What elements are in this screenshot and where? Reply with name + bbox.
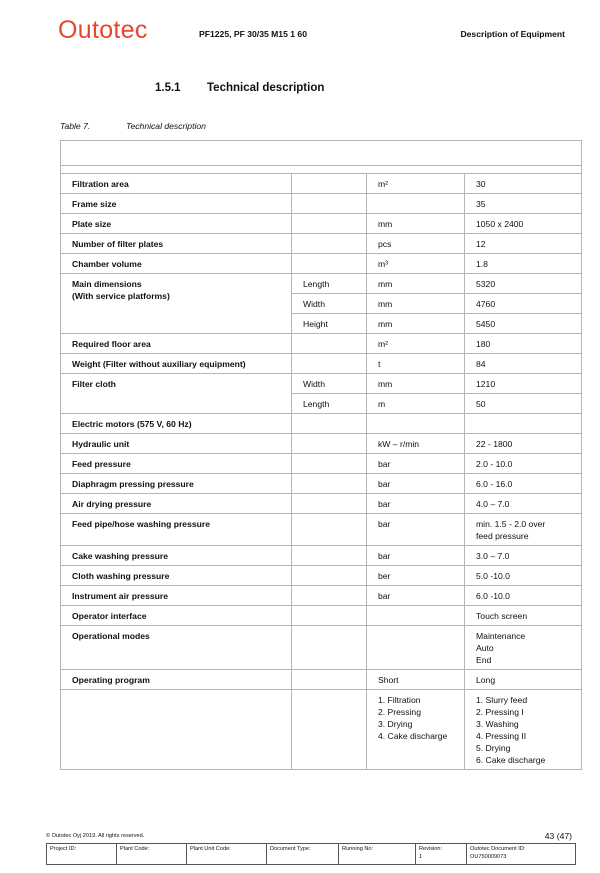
parameter-sub-label — [292, 494, 367, 514]
parameter-unit: t — [367, 354, 465, 374]
parameter-unit: bar — [367, 494, 465, 514]
parameter-label: Chamber volume — [61, 254, 292, 274]
parameter-unit: mm — [367, 294, 465, 314]
parameter-unit: m² — [367, 334, 465, 354]
parameter-label: Instrument air pressure — [61, 586, 292, 606]
table-row — [61, 626, 582, 670]
parameter-sub-label: Length — [292, 394, 367, 414]
parameter-value: 2.0 - 10.0 — [465, 454, 582, 474]
document-type-heading: Description of Equipment — [460, 29, 565, 39]
parameter-unit: bar — [367, 474, 465, 494]
table-row — [61, 566, 582, 586]
document-code: PF1225, PF 30/35 M15 1 60 — [199, 29, 307, 39]
parameter-value: 22 - 1800 — [465, 434, 582, 454]
table-row — [61, 690, 582, 770]
parameter-unit: bar — [367, 514, 465, 546]
table-caption-text: Technical description — [126, 121, 206, 131]
footer-field — [47, 844, 117, 865]
parameter-value: 180 — [465, 334, 582, 354]
parameter-sub-label — [292, 546, 367, 566]
footer-field-label: Outotec Document ID: — [470, 846, 526, 852]
company-logo: Outotec — [58, 16, 148, 44]
parameter-value — [465, 414, 582, 434]
parameter-value: 4760 — [465, 294, 582, 314]
footer-field — [187, 844, 267, 865]
parameter-value: 5.0 -10.0 — [465, 566, 582, 586]
parameter-unit: bar — [367, 546, 465, 566]
parameter-sub-label — [292, 194, 367, 214]
parameter-label: Frame size — [61, 194, 292, 214]
parameter-label: Cake washing pressure — [61, 546, 292, 566]
parameter-label: Main dimensions (With service platforms) — [61, 274, 292, 334]
table-caption-number: Table 7. — [60, 121, 91, 131]
table-row — [61, 374, 582, 394]
parameter-sub-label: Height — [292, 314, 367, 334]
footer-field-label: Plant Unit Code: — [190, 846, 231, 852]
parameter-unit: 1. Filtration 2. Pressing 3. Drying 4. Cake discharge — [367, 690, 465, 770]
footer-field-label: Plant Code: — [120, 846, 150, 852]
parameter-label: Feed pressure — [61, 454, 292, 474]
footer-field-label: Revision: — [419, 846, 443, 852]
parameter-label: Number of filter plates — [61, 234, 292, 254]
copyright-notice: © Outotec Oyj 2019. All rights reserved. — [46, 833, 145, 839]
table-row — [61, 494, 582, 514]
parameter-label — [61, 690, 292, 770]
parameter-sub-label — [292, 474, 367, 494]
parameter-value: Maintenance Auto End — [465, 626, 582, 670]
parameter-sub-label — [292, 606, 367, 626]
parameter-value: 4.0 – 7.0 — [465, 494, 582, 514]
parameter-sub-label — [292, 414, 367, 434]
table-spacer-cell — [61, 166, 582, 174]
parameter-label: Electric motors (575 V, 60 Hz) — [61, 414, 292, 434]
parameter-sub-label — [292, 174, 367, 194]
table-row — [61, 214, 582, 234]
parameter-unit — [367, 626, 465, 670]
technical-description-table — [60, 140, 582, 770]
parameter-sub-label — [292, 626, 367, 670]
parameter-label: Operating program — [61, 670, 292, 690]
table-row — [61, 414, 582, 434]
table-row — [61, 454, 582, 474]
section-number: 1.5.1 — [155, 82, 181, 94]
parameter-value: 1. Slurry feed 2. Pressing I 3. Washing 4. Pressing II 5. Drying 6. Cake discharge — [465, 690, 582, 770]
parameter-sub-label — [292, 586, 367, 606]
table-row — [61, 334, 582, 354]
parameter-value: Long — [465, 670, 582, 690]
parameter-label: Air drying pressure — [61, 494, 292, 514]
parameter-label: Diaphragm pressing pressure — [61, 474, 292, 494]
parameter-label: Plate size — [61, 214, 292, 234]
table-row — [61, 274, 582, 294]
parameter-value: 6.0 -10.0 — [465, 586, 582, 606]
footer-field — [267, 844, 339, 865]
table-row — [61, 354, 582, 374]
parameter-unit — [367, 606, 465, 626]
parameter-unit: m³ — [367, 254, 465, 274]
footer-field-label: Document Type: — [270, 846, 311, 852]
parameter-sub-label — [292, 690, 367, 770]
parameter-value: 5450 — [465, 314, 582, 334]
parameter-sub-label — [292, 214, 367, 234]
parameter-unit: m — [367, 394, 465, 414]
parameter-label: Feed pipe/hose washing pressure — [61, 514, 292, 546]
parameter-unit: mm — [367, 374, 465, 394]
parameter-value: 35 — [465, 194, 582, 214]
parameter-sub-label — [292, 234, 367, 254]
table-row — [61, 546, 582, 566]
parameter-value: min. 1.5 - 2.0 over feed pressure — [465, 514, 582, 546]
parameter-unit: ber — [367, 566, 465, 586]
table-body — [61, 141, 582, 770]
parameter-value: 1.8 — [465, 254, 582, 274]
footer-field-value: 1 — [419, 854, 423, 860]
parameter-sub-label: Width — [292, 294, 367, 314]
parameter-sub-label — [292, 566, 367, 586]
parameter-sub-label: Length — [292, 274, 367, 294]
parameter-unit — [367, 414, 465, 434]
parameter-value: 84 — [465, 354, 582, 374]
table-title-cell — [61, 141, 582, 166]
parameter-unit: mm — [367, 314, 465, 334]
parameter-value: 5320 — [465, 274, 582, 294]
parameter-value: 12 — [465, 234, 582, 254]
parameter-sub-label — [292, 434, 367, 454]
parameter-label: Filter cloth — [61, 374, 292, 414]
table-row — [61, 514, 582, 546]
parameter-value: Touch screen — [465, 606, 582, 626]
table-row — [61, 174, 582, 194]
parameter-unit: kW – r/min — [367, 434, 465, 454]
footer-field-label: Running No: — [342, 846, 374, 852]
parameter-value: 30 — [465, 174, 582, 194]
parameter-label: Operator interface — [61, 606, 292, 626]
table-title-row — [61, 141, 582, 166]
parameter-label: Weight (Filter without auxiliary equipment) — [61, 354, 292, 374]
parameter-unit — [367, 194, 465, 214]
footer-field-value: OU750009073 — [470, 854, 507, 860]
parameter-unit: mm — [367, 274, 465, 294]
parameter-label: Cloth washing pressure — [61, 566, 292, 586]
footer-row — [47, 844, 576, 865]
table-row — [61, 474, 582, 494]
table-row — [61, 434, 582, 454]
table-row — [61, 254, 582, 274]
parameter-label: Hydraulic unit — [61, 434, 292, 454]
parameter-sub-label — [292, 354, 367, 374]
parameter-value: 3.0 – 7.0 — [465, 546, 582, 566]
document-info-footer — [46, 843, 576, 865]
parameter-sub-label — [292, 254, 367, 274]
parameter-unit: m² — [367, 174, 465, 194]
parameter-unit: bar — [367, 586, 465, 606]
table-spacer-row — [61, 166, 582, 174]
table-row — [61, 194, 582, 214]
footer-field — [416, 844, 467, 865]
table-row — [61, 234, 582, 254]
footer-field-label: Project ID: — [50, 846, 77, 852]
parameter-value: 50 — [465, 394, 582, 414]
parameter-value: 6.0 - 16.0 — [465, 474, 582, 494]
footer-field — [339, 844, 416, 865]
parameter-unit: bar — [367, 454, 465, 474]
table-row — [61, 606, 582, 626]
parameter-sub-label — [292, 514, 367, 546]
table-row — [61, 670, 582, 690]
table-row — [61, 586, 582, 606]
parameter-unit: Short — [367, 670, 465, 690]
parameter-unit: pcs — [367, 234, 465, 254]
parameter-unit: mm — [367, 214, 465, 234]
parameter-sub-label — [292, 334, 367, 354]
section-title: Technical description — [207, 82, 325, 94]
parameter-sub-label — [292, 454, 367, 474]
parameter-sub-label — [292, 670, 367, 690]
footer-field — [467, 844, 576, 865]
parameter-label: Filtration area — [61, 174, 292, 194]
parameter-label: Operational modes — [61, 626, 292, 670]
parameter-sub-label: Width — [292, 374, 367, 394]
parameter-value: 1210 — [465, 374, 582, 394]
parameter-label: Required floor area — [61, 334, 292, 354]
footer-field — [117, 844, 187, 865]
page-number: 43 (47) — [544, 831, 572, 841]
parameter-value: 1050 x 2400 — [465, 214, 582, 234]
